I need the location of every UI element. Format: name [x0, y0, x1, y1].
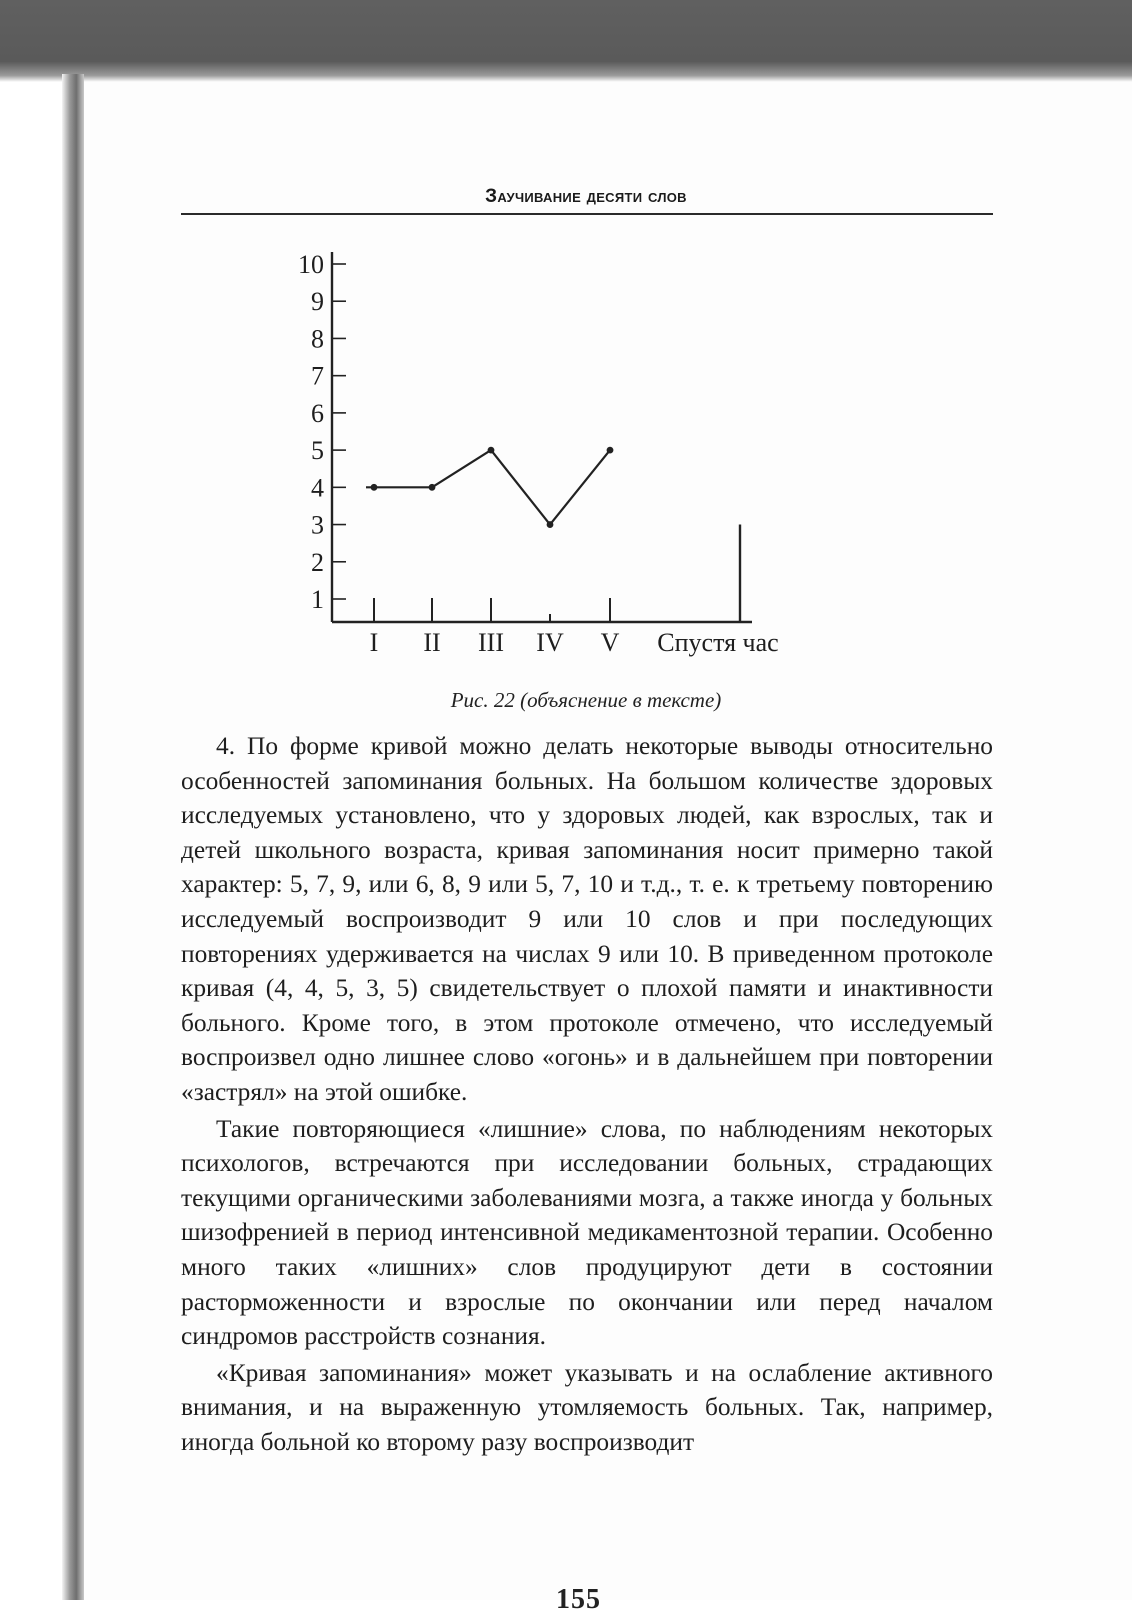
body-text [181, 729, 993, 1459]
series-line [366, 450, 610, 524]
data-point [371, 484, 378, 491]
y-tick-label: 3 [311, 510, 324, 540]
running-head: Заучивание десяти слов [485, 186, 687, 207]
y-tick-label: 6 [311, 398, 324, 428]
data-point [607, 447, 614, 454]
x-tick-label: I [369, 628, 379, 657]
data-point [429, 484, 436, 491]
x-tick-label: IV [536, 628, 564, 657]
y-tick-label: 9 [311, 287, 324, 317]
y-tick-label: 2 [311, 547, 324, 577]
x-tick-label: V [600, 628, 620, 657]
y-tick-label: 7 [311, 361, 324, 391]
y-tick-label: 8 [311, 324, 324, 354]
x-tick-label: Спустя час [657, 628, 779, 657]
data-point [488, 447, 495, 454]
page-number: 155 [556, 1584, 601, 1615]
y-tick-label: 1 [311, 585, 324, 614]
y-axis [298, 250, 346, 622]
x-tick-label: II [423, 628, 441, 657]
y-tick-label: 5 [311, 436, 324, 466]
series-group [366, 447, 740, 622]
paragraph-1: 4. По форме кривой можно делать некоторые выводы относительно особенностей запоминания больных. На большом количестве здоровых исследуемых установлено, что у здоровых людей, как взрослых, так и детей школьного возраста, кривая запоминания носит примерно такой характер: 5, 7, 9, или 6, 8, 9 или 5, 7, 10 и т.д., т. е. к третьему повторению исследуемый воспроизводит 9 или 10 слов и при последующих повторениях удерживается на числах 9 или 10. В приведенном протоколе кривая (4, 4, 5, 3, 5) свидетельствует о плохой памяти и инактивности больного. Кроме того, в этом протоколе отмечено, что исследуемый воспроизвел одно лишнее слово «огонь» и в дальнейшем при повторении «застрял» на этой ошибке. [181, 732, 993, 1106]
paragraph-2: Такие повторяющиеся «лишние» слова, по наблюдениям некоторых психологов, встречаются при исследовании больных, страдающих текущими органическими заболеваниями мозга, а также иногда у больных шизофренией в период интенсивной медикаментозной терапии. Особенно много таких «лишних» слов продуцируют дети в состоянии расторможенности и взрослые по окончании или перед началом синдромов расстройств сознания. [181, 1114, 993, 1351]
y-tick-label: 10 [298, 250, 324, 279]
figure-caption: Рис. 22 (объяснение в тексте) [450, 688, 722, 712]
y-tick-label: 4 [311, 473, 324, 503]
x-tick-label: III [478, 628, 504, 657]
x-axis [332, 598, 779, 657]
data-point [547, 521, 554, 528]
paragraph-3: «Кривая запоминания» может указывать и на ослабление активного внимания, и на выраженную утомляемость больных. Так, например, иногда больной ко второму разу воспроизводит [181, 1358, 993, 1456]
